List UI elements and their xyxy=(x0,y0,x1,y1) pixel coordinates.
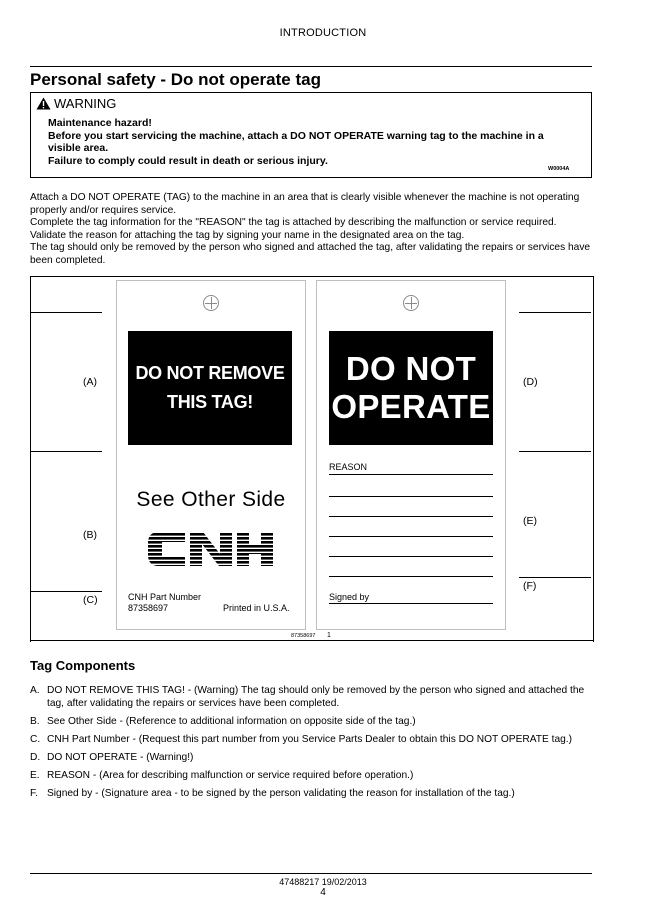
intro-paragraph: Complete the tag information for the "REASON" the tag is attached by describing the malfunction or service required. Validate the reason for attaching the tag by signing your name in the designated area on the tag. xyxy=(30,217,557,241)
callout-c: (C) xyxy=(83,594,98,606)
figure-frame xyxy=(30,276,594,642)
list-item xyxy=(30,734,594,747)
figure-number: 1 xyxy=(327,632,331,639)
tag-hole-icon xyxy=(403,295,419,311)
list-text: CNH Part Number - (Request this part number from you Service Parts Dealer to obtain this DO NOT OPERATE tag.) xyxy=(47,733,573,745)
list-letter: A. xyxy=(30,685,40,696)
reason-label: REASON xyxy=(329,462,368,472)
panel-text: THIS TAG! xyxy=(167,392,253,412)
list-item xyxy=(30,716,594,729)
page-number: 4 xyxy=(320,887,326,898)
do-not-operate-panel xyxy=(329,331,493,445)
footer-doc-id: 47488217 19/02/2013 xyxy=(279,877,367,887)
section-header: INTRODUCTION xyxy=(279,27,367,39)
footer-divider xyxy=(30,873,592,874)
list-text: REASON - (Area for describing malfunction or service required before operation.) xyxy=(47,769,414,781)
part-number-value: 87358697 xyxy=(128,603,169,613)
list-text: See Other Side - (Reference to additional information on opposite side of the tag.) xyxy=(47,715,416,727)
reason-line xyxy=(329,576,493,577)
intro-paragraph: The tag should only be removed by the person who signed and attached the tag, after validating the repairs or services have been completed. xyxy=(30,242,591,266)
do-not-remove-panel xyxy=(128,331,292,445)
title-divider xyxy=(30,66,592,67)
callout-b: (B) xyxy=(83,529,97,541)
figure-bottom-rule xyxy=(30,640,594,641)
callout-rule xyxy=(31,591,102,592)
printed-in-text: Printed in U.S.A. xyxy=(223,603,290,613)
warning-line: Maintenance hazard! xyxy=(48,117,152,129)
callout-e: (E) xyxy=(523,515,537,527)
list-letter: F. xyxy=(30,787,38,799)
page-title: Personal safety - Do not operate tag xyxy=(30,70,321,89)
warning-header xyxy=(36,96,116,111)
callout-d: (D) xyxy=(523,376,538,388)
warning-line: Before you start servicing the machine, attach a DO NOT OPERATE warning tag to the machine in a visible area. xyxy=(48,129,544,155)
list-letter: B. xyxy=(30,715,40,727)
components-list xyxy=(30,685,594,806)
list-text: Signed by - (Signature area - to be signed by the person validating the reason for installation of the tag.) xyxy=(47,787,515,799)
list-letter: C. xyxy=(30,733,41,745)
panel-text: DO NOT REMOVE xyxy=(135,363,285,383)
reason-line xyxy=(329,536,493,537)
warning-label: WARNING xyxy=(54,96,117,111)
see-other-side-text: See Other Side xyxy=(136,488,286,511)
cnh-logo-text: CNH xyxy=(145,529,148,530)
signed-by-label: Signed by xyxy=(329,592,370,602)
list-item xyxy=(30,752,594,765)
figure-ref: 87358697 xyxy=(291,633,316,639)
tag-hole-icon xyxy=(203,295,219,311)
list-letter: D. xyxy=(30,751,41,763)
part-number-label: CNH Part Number xyxy=(128,592,202,602)
callout-rule xyxy=(31,312,102,313)
reason-line xyxy=(329,516,493,517)
panel-text: OPERATE xyxy=(331,388,491,425)
callout-rule xyxy=(519,451,591,452)
components-heading: Tag Components xyxy=(30,658,136,673)
signature-line xyxy=(329,603,493,604)
cnh-logo xyxy=(145,529,275,569)
reason-line xyxy=(329,474,493,475)
warning-triangle-icon xyxy=(36,97,51,110)
list-text: DO NOT REMOVE THIS TAG! - (Warning) The tag should only be removed by the person who signed and attached the tag, after validating the repairs or services have been completed. xyxy=(47,685,585,709)
warning-line: Failure to comply could result in death or serious injury. xyxy=(48,155,328,168)
callout-rule xyxy=(519,577,591,578)
callout-f: (F) xyxy=(523,580,537,592)
intro-paragraph: Attach a DO NOT OPERATE (TAG) to the machine in an area that is clearly visible whenever the machine is not operating properly and/or requires service. xyxy=(30,192,580,216)
warning-code: W0004A xyxy=(548,166,570,172)
list-text: DO NOT OPERATE - (Warning!) xyxy=(47,751,194,763)
intro-text xyxy=(30,192,594,268)
list-item xyxy=(30,788,594,801)
warning-body xyxy=(48,117,578,168)
callout-rule xyxy=(31,451,102,452)
list-item xyxy=(30,770,594,783)
callout-rule xyxy=(519,312,591,313)
reason-line xyxy=(329,496,493,497)
panel-text: DO NOT xyxy=(345,350,477,387)
list-item xyxy=(30,685,594,710)
list-letter: E. xyxy=(30,769,40,781)
reason-line xyxy=(329,556,493,557)
callout-a: (A) xyxy=(83,376,97,388)
